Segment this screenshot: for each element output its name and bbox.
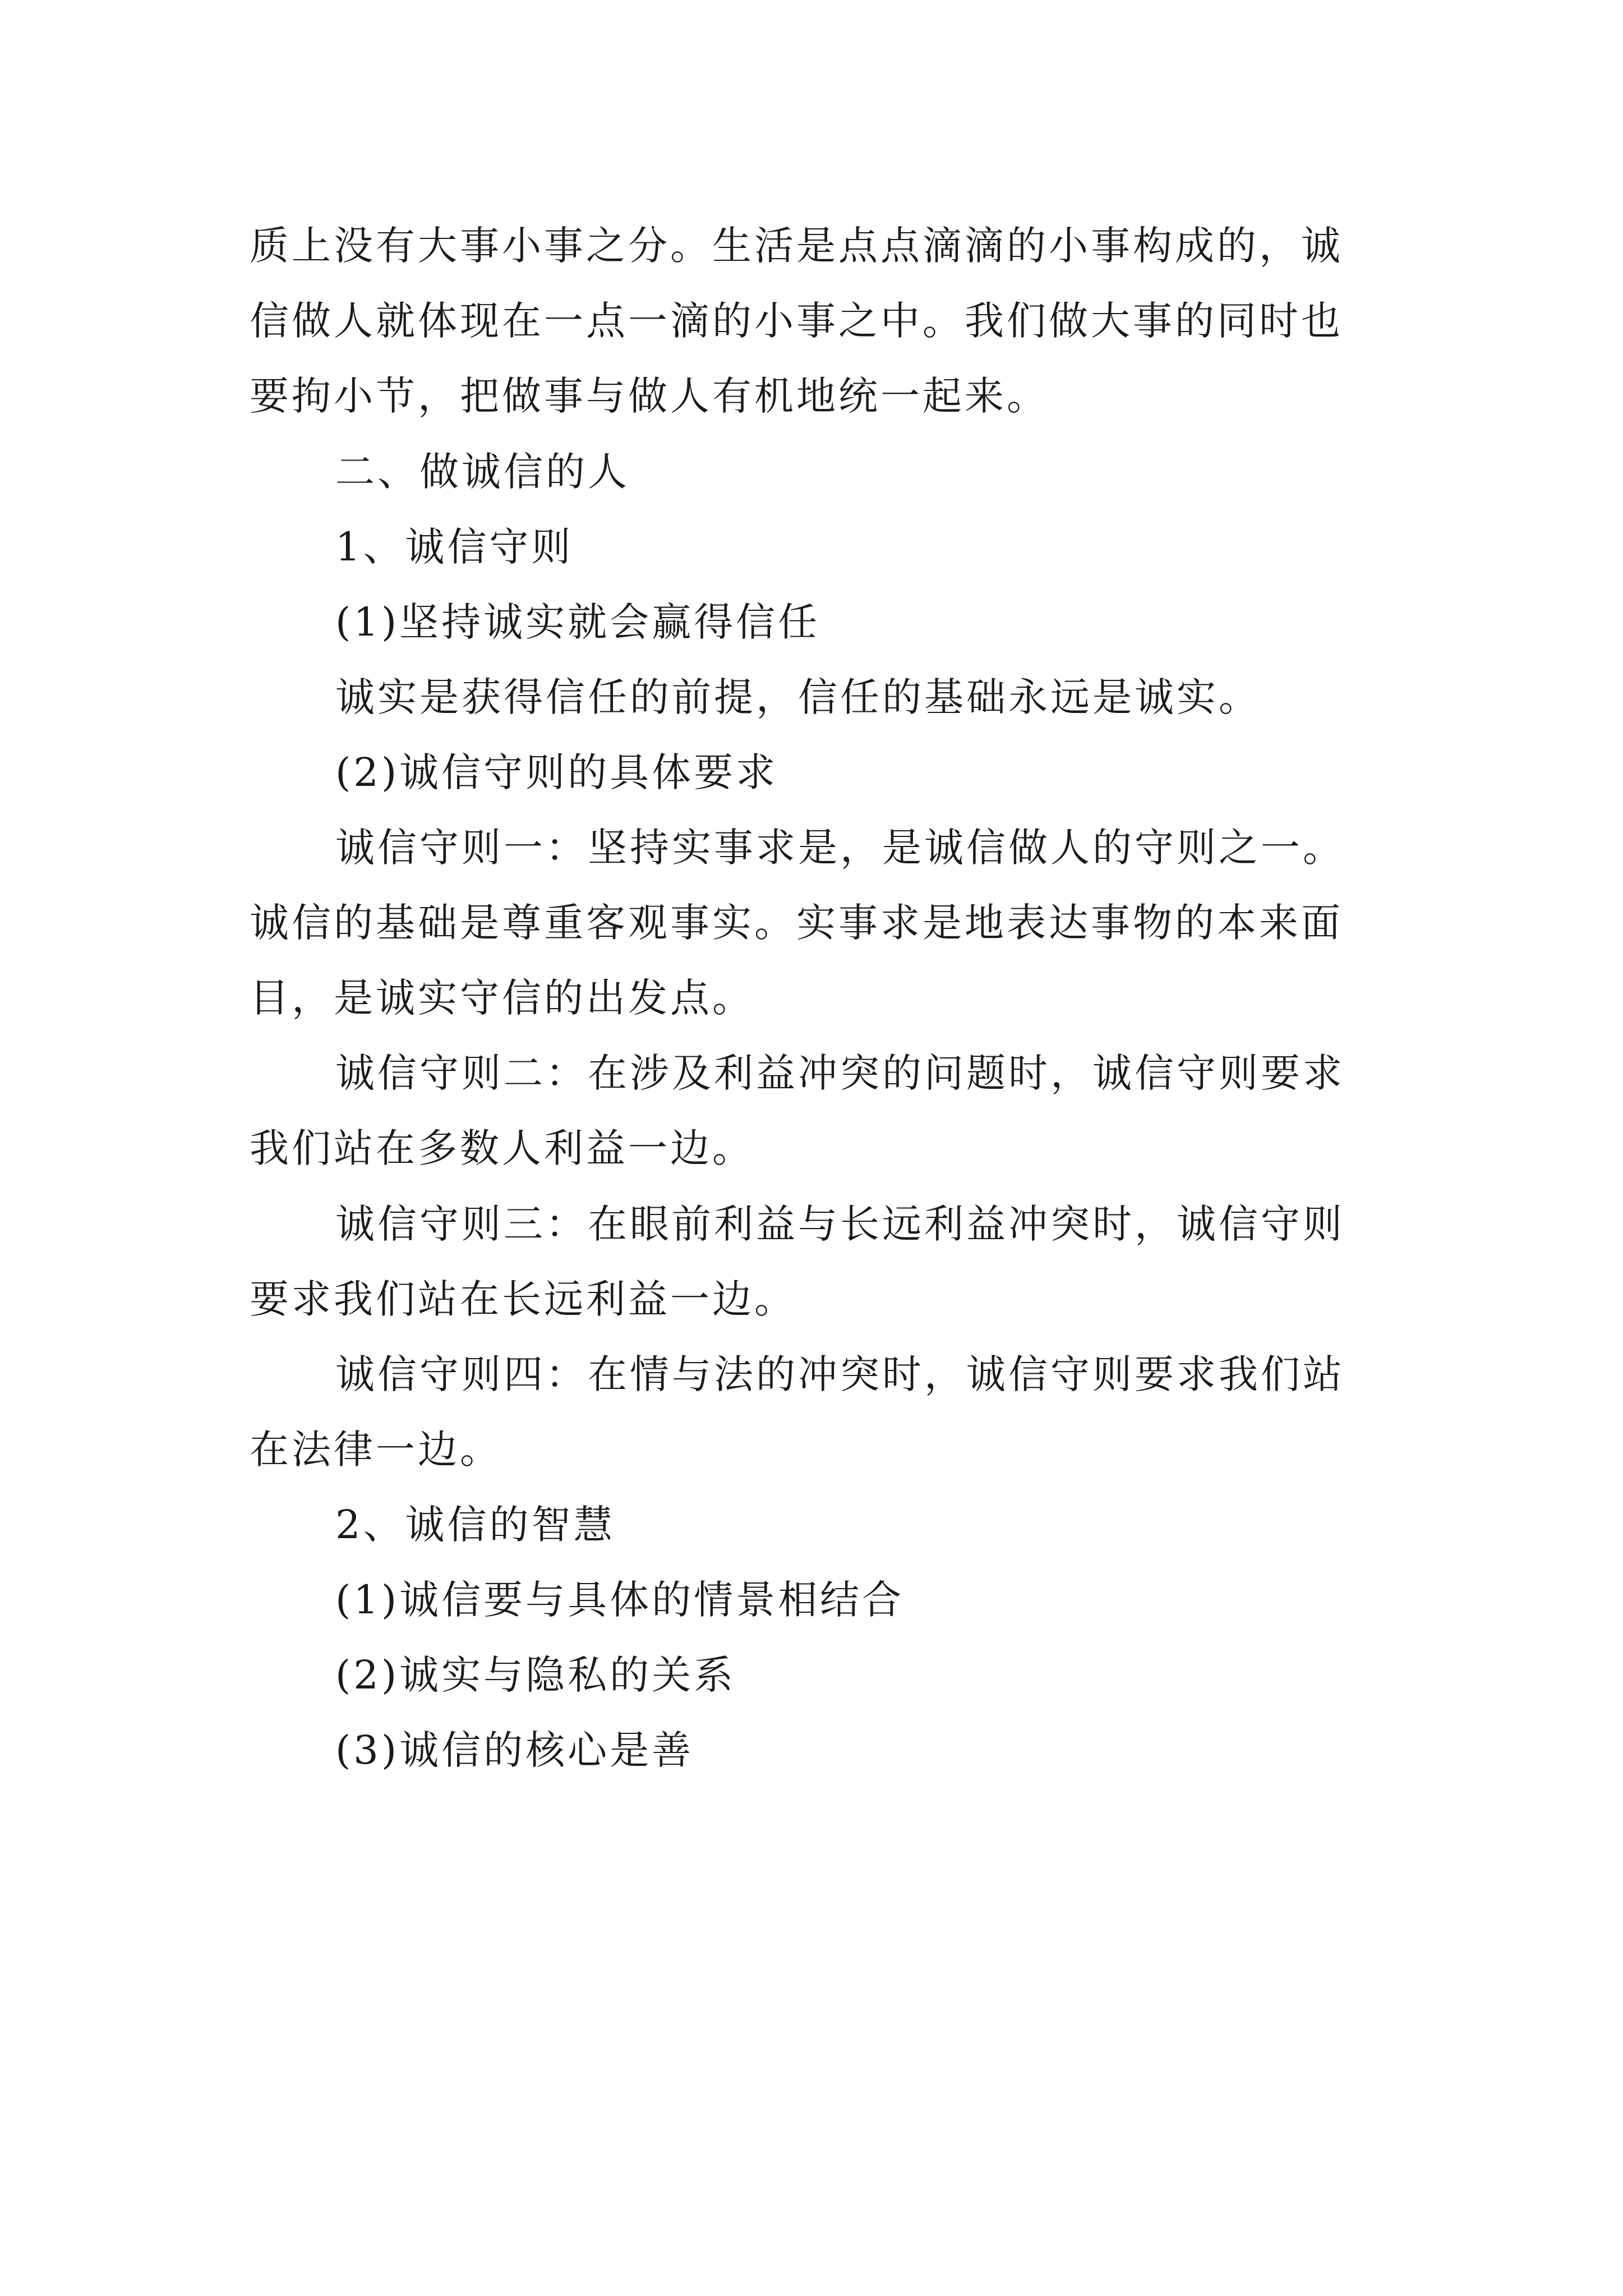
paragraph-line: 诚信守则三：在眼前利益与长远利益冲突时，诚信守则 xyxy=(335,1201,1345,1247)
list-item-heading: (2)诚信守则的具体要求 xyxy=(335,749,778,795)
list-item-heading: (1)坚持诚实就会赢得信任 xyxy=(335,599,820,645)
paragraph-line: 目，是诚实守信的出发点。 xyxy=(250,975,754,1021)
paragraph-line: 诚信守则二：在涉及利益冲突的问题时，诚信守则要求 xyxy=(335,1050,1345,1096)
paragraph-line: 诚信守则一：坚持实事求是，是诚信做人的守则之一。 xyxy=(335,825,1345,871)
paragraph-line: 诚信守则四：在情与法的冲突时，诚信守则要求我们站 xyxy=(335,1351,1345,1397)
paragraph-line: 质上没有大事小事之分。生活是点点滴滴的小事构成的，诚 xyxy=(250,223,1343,269)
paragraph-line: 在法律一边。 xyxy=(250,1427,502,1473)
subsection-heading: 2、诚信的智慧 xyxy=(335,1502,616,1548)
paragraph-line: 诚实是获得信任的前提，信任的基础永远是诚实。 xyxy=(335,674,1261,720)
list-item-heading: (2)诚实与隐私的关系 xyxy=(335,1652,736,1698)
paragraph-line: 我们站在多数人利益一边。 xyxy=(250,1125,754,1171)
section-heading: 二、做诚信的人 xyxy=(335,449,630,495)
subsection-heading: 1、诚信守则 xyxy=(335,524,574,570)
paragraph-line: 要拘小节，把做事与做人有机地统一起来。 xyxy=(250,373,1049,419)
list-item-heading: (1)诚信要与具体的情景相结合 xyxy=(335,1577,905,1623)
list-item-heading: (3)诚信的核心是善 xyxy=(335,1727,694,1773)
paragraph-line: 信做人就体现在一点一滴的小事之中。我们做大事的同时也 xyxy=(250,298,1343,344)
paragraph-line: 要求我们站在长远利益一边。 xyxy=(250,1276,796,1322)
paragraph-line: 诚信的基础是尊重客观事实。实事求是地表达事物的本来面 xyxy=(250,900,1343,946)
